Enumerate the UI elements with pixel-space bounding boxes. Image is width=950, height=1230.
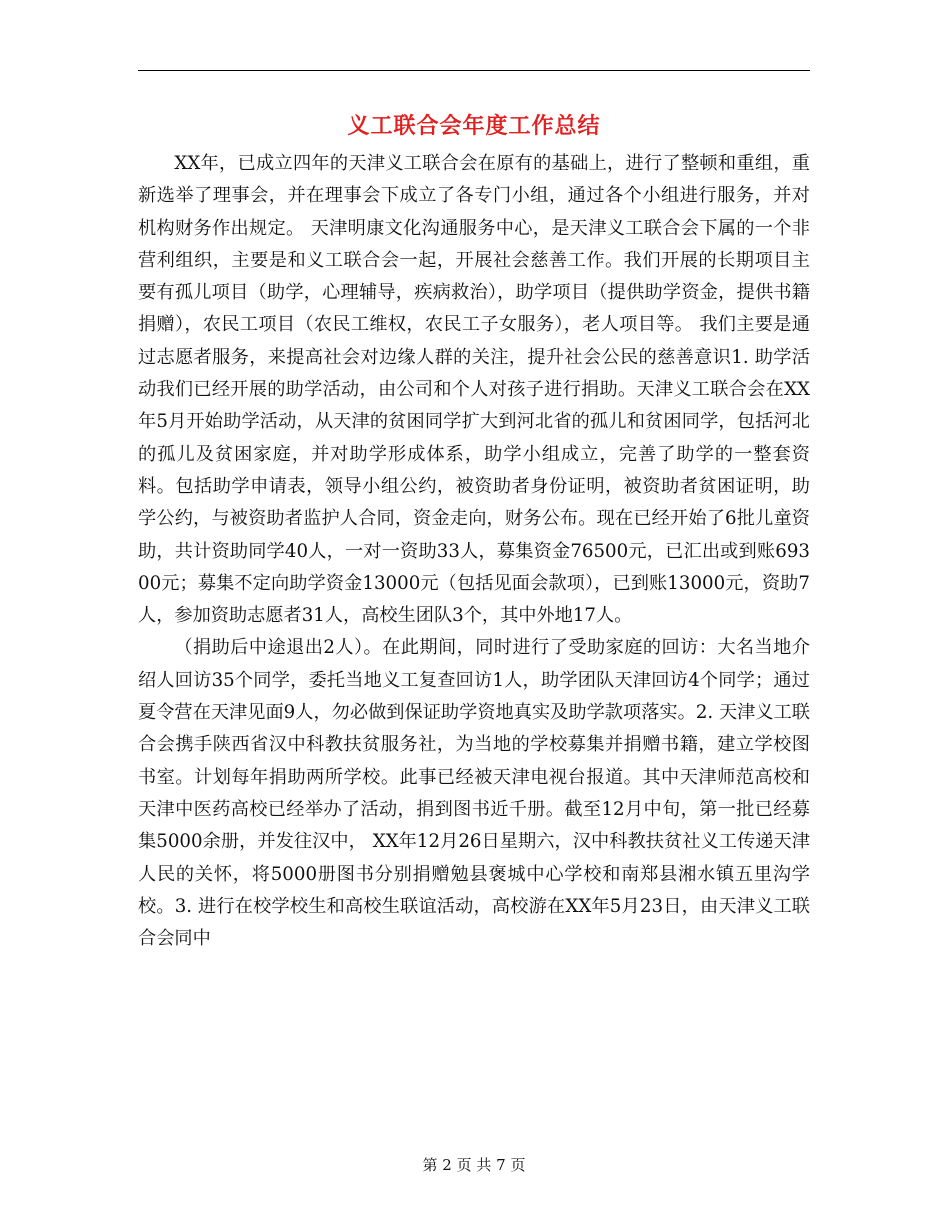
header-rule	[138, 70, 810, 71]
body-paragraph-1: XX年，已成立四年的天津义工联合会在原有的基础上，进行了整顿和重组，重新选举了理事会，并在理事会下成立了各专门小组，通过各个小组进行服务，并对机构财务作出规定。 天津明康文化沟通服务中心，是天津义工联合会下属的一个非营利组织，主要是和义工联合会一起，开展社会慈善工作。我们开展的长期项目主要有孤儿项目（助学，心理辅导，疾病救治），助学项目（提供助学资金，提供书籍捐赠），农民工项目（农民工维权，农民工子女服务），老人项目等。 我们主要是通过志愿者服务，来提高社会对边缘人群的关注，提升社会公民的慈善意识1. 助学活动我们已经开展的助学活动，由公司和个人对孩子进行捐助。天津义工联合会在XX年5月开始助学活动，从天津的贫困同学扩大到河北省的孤儿和贫困同学，包括河北的孤儿及贫困家庭，并对助学形成体系，助学小组成立，完善了助学的一整套资料。包括助学申请表，领导小组公约，被资助者身份证明，被资助者贫困证明，助学公约，与被资助者监护人合同，资金走向，财务公布。现在已经开始了6批儿童资助，共计资助同学40人，一对一资助33人，募集资金76500元，已汇出或到账69300元；募集不定向助学资金13000元（包括见面会款项），已到账13000元，资助7人，参加资助志愿者31人，高校生团队3个，其中外地17人。	[138, 153, 810, 627]
body-paragraph-2: （捐助后中途退出2人）。在此期间，同时进行了受助家庭的回访：大名当地介绍人回访35个同学，委托当地义工复查回访1人，助学团队天津回访4个同学；通过夏令营在天津见面9人，勿必做到保证助学资地真实及助学款项落实。2. 天津义工联合会携手陕西省汉中科教扶贫服务社，为当地的学校募集并捐赠书籍，建立学校图书室。计划每年捐助两所学校。此事已经被天津电视台报道。其中天津师范高校和天津中医药高校已经举办了活动，捐到图书近千册。截至12月中旬，第一批已经募集5000余册，并发往汉中， XX年12月26日星期六，汉中科教扶贫社义工传递天津人民的关怀，将5000册图书分别捐赠勉县褒城中心学校和南郑县湘水镇五里沟学校。3. 进行在校学校生和高校生联谊活动，高校游在XX年5月23日，由天津义工联合会同中	[138, 637, 810, 950]
document-title: 义工联合会年度工作总结	[347, 113, 601, 139]
page-number-footer: 第 2 页 共 7 页	[422, 1156, 526, 1174]
document-body	[138, 148, 810, 955]
